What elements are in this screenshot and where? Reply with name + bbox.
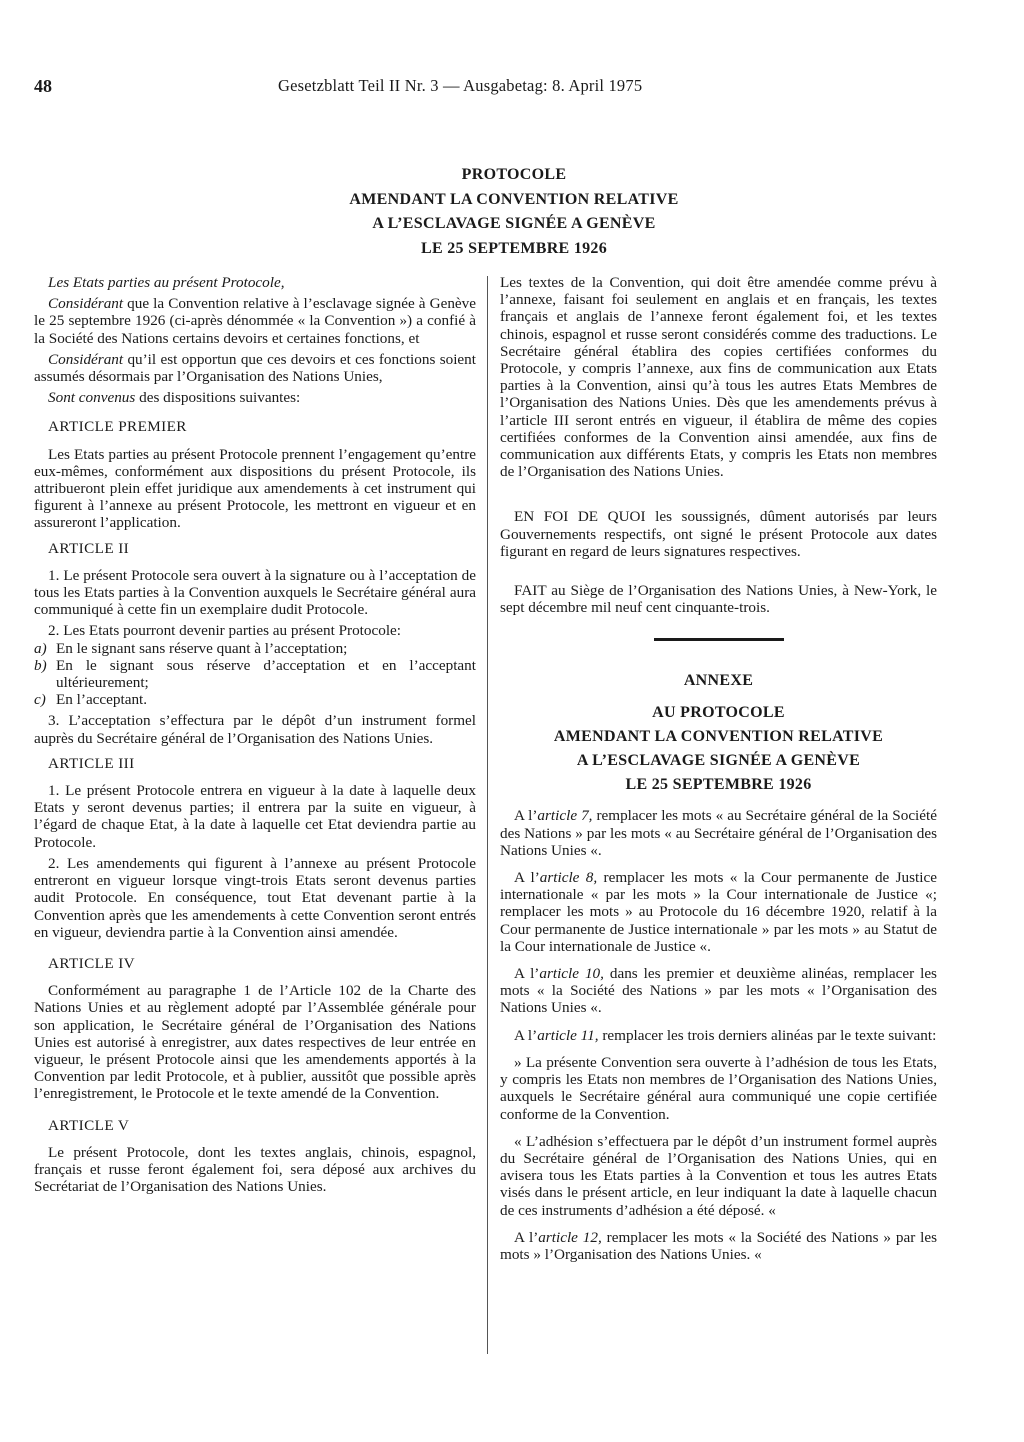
document-title <box>180 163 848 261</box>
amendment-paragraph <box>500 869 937 955</box>
article-paragraph: Les Etats parties au présent Protocole prennent l’engagement qu’entre eux-mêmes, conformément aux dispositions du présent Protocole, ils attribueront plein effet juridique aux amendements à cet instrument qui figurent à l’annexe au présent Protocole, les mettront en vigueur et en assureront l’application. <box>34 445 476 532</box>
article-paragraph: 2. Les amendements qui figurent à l’annexe au présent Protocole entreront en vigueur lorsque vingt-trois Etats seront devenus parties audit Protocole. En conséquence, tout Etat devenant partie à la Convention après que les amendements à cette Convention seront entrés en vigueur, deviendra partie à la Convention ainsi amendée. <box>34 854 476 941</box>
article-reference: article 11, <box>537 1026 599 1044</box>
amendment-prefix: A l’ <box>514 869 540 887</box>
amendment-paragraph <box>500 1027 937 1044</box>
signature-place-date: FAIT au Siège de l’Organisation des Nations Unies, à New-York, le sept décembre mil neuf cent cinquante-trois. <box>500 582 937 617</box>
article-paragraph: Conformément au paragraphe 1 de l’Article 102 de la Charte des Nations Unies et au règlement adopté par l’Assemblée générale pour son application, le Secrétaire général de l’Organisation des Nations Unies est autorisé à enregistrer, aux dates respectives de leur entrée en vigueur, le présent Protocole ainsi que les amendements apportés à la Convention par ledit Protocole, et à publier, aussitôt que possible après l’enregistrement, le Protocole et le texte amendé de la Convention. <box>34 982 476 1103</box>
italic-lead: Considérant <box>48 295 124 313</box>
amendment-text: remplacer les mots « au Secrétaire général de la Société des Nations » par les mots « au Secrétaire général de l’Organisation des Nations Unies «. <box>500 807 937 859</box>
title-line: AMENDANT LA CONVENTION RELATIVE <box>349 190 679 208</box>
article-reference: article 8, <box>539 869 598 887</box>
running-title: Gesetzblatt Teil II Nr. 3 — Ausgabetag: 8. April 1975 <box>278 76 643 95</box>
article-heading: ARTICLE V <box>48 1116 130 1134</box>
preamble-paragraph <box>34 295 476 347</box>
annex-title: A L’ESCLAVAGE SIGNÉE A GENÈVE <box>576 752 861 770</box>
list-marker: b) <box>34 656 47 674</box>
italic-lead: Considérant <box>48 350 124 368</box>
amendment-prefix: A l’ <box>514 807 538 825</box>
title-line: LE 25 SEPTEMBRE 1926 <box>420 239 608 257</box>
article-paragraph: 2. Les Etats pourront devenir parties au présent Protocole: <box>48 622 402 640</box>
amendment-text: remplacer les mots « la Cour permanente de Justice internationale « par les mots » la Cour internationale de Justice «; remplacer les mots » au Protocole du 16 décembre 1920, relatif à la Cour permanente de Justice internationale » par les mots » au Statut de la Cour internationale de Justice «. <box>500 869 937 955</box>
preamble-paragraph <box>34 389 476 406</box>
article-heading: ARTICLE PREMIER <box>48 418 187 436</box>
preamble-paragraph <box>34 351 476 385</box>
column-divider <box>487 276 488 1354</box>
quoted-paragraph: » La présente Convention sera ouverte à l’adhésion de tous les Etats, y compris les Etats non membres de l’Organisation des Nations Unies, auxquels le Secrétaire général aura communiqué une copie certifiée conforme de la Convention. <box>500 1053 937 1123</box>
article-reference: article 7, <box>537 807 593 825</box>
amendment-prefix: A l’ <box>514 1228 539 1246</box>
amendment-text: remplacer les mots « la Société des Nations » par les mots » l’Organisation des Nations Unies. « <box>500 1228 937 1263</box>
article-paragraph: 3. L’acceptation s’effectura par le dépôt d’un instrument formel auprès du Secrétaire général de l’Organisation des Nations Unies. <box>34 712 476 747</box>
article-paragraph: 1. Le présent Protocole entrera en vigueur à la date à laquelle deux Etats y seront devenus parties; il entrera par la suite en vigueur, à l’égard de chaque Etat, à la date à laquelle cet Etat deviendra partie au Protocole. <box>34 782 476 851</box>
annex-title: ANNEXE <box>683 672 754 690</box>
article-paragraph: Le présent Protocole, dont les textes anglais, chinois, espagnol, français et russe feront également foi, sera déposé aux archives du Secrétariat de l’Organisation des Nations Unies. <box>34 1143 476 1196</box>
quoted-paragraph: « L’adhésion s’effectuera par le dépôt d’un instrument formel auprès du Secrétaire général de l’Organisation des Nations Unies, qui en avisera tous les Etats parties à la Convention et tous les autres Etats visés dans le présent article, en leur indiquant la date à laquelle chacun de ces instruments d’adhésion a été déposé. « <box>500 1132 937 1219</box>
italic-lead: Sont convenus <box>48 389 136 407</box>
annex-title: LE 25 SEPTEMBRE 1926 <box>625 776 812 794</box>
title-line: PROTOCOLE <box>461 166 567 183</box>
page-number: 48 <box>34 76 52 96</box>
list-item <box>34 691 476 708</box>
preamble-intro: Les Etats parties au présent Protocole, <box>48 274 285 291</box>
list-marker: c) <box>34 691 46 709</box>
amendment-paragraph <box>500 807 937 859</box>
article-heading: ARTICLE III <box>48 754 135 772</box>
annex-title: AU PROTOCOLE <box>652 704 785 722</box>
list-marker: a) <box>34 639 47 657</box>
article-reference: article 10, <box>539 965 604 983</box>
amendment-prefix: A l’ <box>514 1026 538 1044</box>
paragraph-text: des dispositions suivantes: <box>135 389 301 407</box>
testimonium-paragraph: EN FOI DE QUOI les soussignés, dûment autorisés par leurs Gouvernements respectifs, ont signé le présent Protocole aux dates figurant en regard de leurs signatures respectives. <box>500 508 937 560</box>
list-text: En le signant sous réserve d’acceptation et en l’acceptant ultérieurement; <box>56 656 476 692</box>
article-reference: article 12, <box>538 1228 602 1246</box>
right-column <box>500 274 937 1263</box>
article-heading: ARTICLE II <box>48 539 130 557</box>
list-item <box>34 657 476 691</box>
left-column <box>34 274 476 1195</box>
amendment-prefix: A l’ <box>514 965 540 983</box>
paragraph-text: qu’il est opportun que ces devoirs et ces fonctions soient assumés désormais par l’Organisation des Nations Unies, <box>34 350 476 386</box>
list-item <box>34 640 476 657</box>
amendment-text: remplacer les trois derniers alinéas par le texte suivant: <box>598 1026 937 1044</box>
article-paragraph: 1. Le présent Protocole sera ouvert à la signature ou à l’acceptation de tous les Etats parties à la Convention auxquels le Secrétaire général aura communiqué à cette fin un exemplaire dudit Protocole. <box>34 566 476 619</box>
page-header <box>34 76 694 102</box>
amendment-paragraph <box>500 1229 937 1263</box>
article-paragraph: Les textes de la Convention, qui doit être amendée comme prévu à l’annexe, faisant foi seulement en anglais et en français, les textes français et anglais de l’annexe feront également foi, et les textes chinois, espagnol et russe seront considérés comme des traductions. Le Secrétaire général établira des copies certifiées conformes du Protocole, y compris l’annexe, aux fins de communication aux Etats parties à la Convention, ainsi qu’à tous les autres Etats Membres de l’Organisation des Nations Unies. Dès que les amendements prévus à l’article III seront entrés en vigueur, il établira de même des copies certifiées conformes de la Convention ainsi amendée, aux fins de communication aux différents Etats, y compris les Etats non membres de l’Organisation des Nations Unies. <box>500 274 937 481</box>
article-heading: ARTICLE IV <box>48 954 136 972</box>
paragraph-text: que la Convention relative à l’esclavage signée à Genève le 25 septembre 1926 (ci-après dénommée « la Convention ») a confié à la Société des Nations certains devoirs et certaines fonctions, et <box>34 295 476 347</box>
amendment-text: dans les premier et deuxième alinéas, remplacer les mots « la Société des Nations » par les mots « l’Organisation des Nations Unies «. <box>500 965 937 1017</box>
annex-title: AMENDANT LA CONVENTION RELATIVE <box>553 728 884 746</box>
list-text: En l’acceptant. <box>56 691 148 709</box>
list-text: En le signant sans réserve quant à l’acceptation; <box>56 639 348 657</box>
title-line: A L’ESCLAVAGE SIGNÉE A GENÈVE <box>372 215 656 232</box>
amendment-paragraph <box>500 965 937 1017</box>
